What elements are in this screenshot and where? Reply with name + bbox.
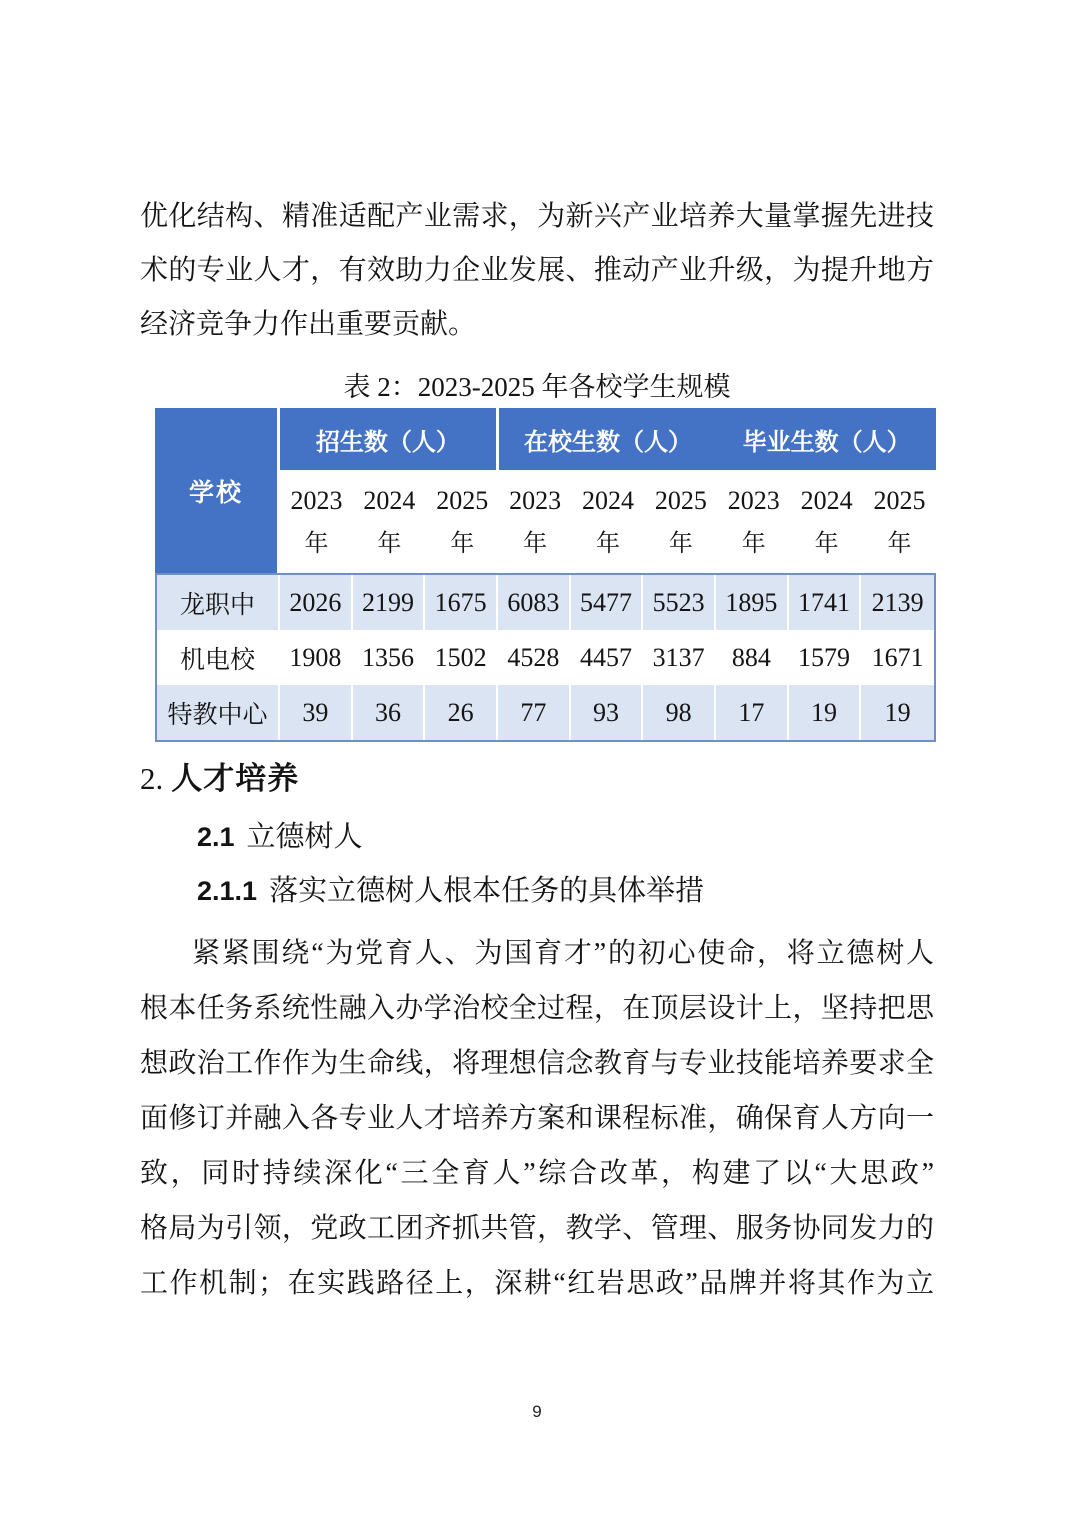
year-header-cell [863,470,936,573]
value-cell: 884 [716,630,789,685]
year-label: 2023 [509,485,562,515]
body-line: 紧紧围绕“为党育人、为国育才”的初心使命，将立德树人 [192,938,934,969]
page-number: 9 [532,1402,542,1421]
value-cell: 2026 [280,575,353,630]
school-name-cell: 机电校 [157,630,280,685]
group-header-enrollment: 招生数（人） [280,408,499,470]
year-suffix-label: 年 [377,530,402,557]
value-cell: 5523 [643,575,716,630]
value-cell: 19 [789,685,862,740]
year-header-cell [499,470,572,573]
year-label: 2023 [727,485,780,515]
year-label: 2023 [290,485,343,515]
section-heading-2 [197,810,934,864]
value-cell: 36 [353,685,426,740]
year-label: 2025 [873,485,926,515]
heading-number: 2.1 [197,822,235,852]
body-line: 想政治工作作为生命线，将理想信念教育与专业技能培养要求全 [140,1048,934,1079]
year-suffix-label: 年 [887,530,912,557]
year-header-cell [280,470,353,573]
body-paragraph [140,926,934,1311]
group-header-graduates: 毕业生数（人） [742,428,911,456]
year-header-cell [717,470,790,573]
intro-paragraph [140,190,934,352]
intro-line: 术的专业人才，有效助力企业发展、推动产业升级，为提升地方 [140,255,934,286]
value-cell: 26 [425,685,498,740]
body-line: 工作机制；在实践路径上，深耕“红岩思政”品牌并将其作为立 [140,1268,934,1299]
heading-text: 落实立德树人根本任务的具体举措 [269,875,705,907]
year-suffix-label: 年 [814,530,839,557]
year-label: 2025 [654,485,707,515]
year-label: 2024 [363,485,416,515]
value-cell: 2199 [353,575,426,630]
year-suffix-label: 年 [595,530,620,557]
body-line: 面修订并融入各专业人才培养方案和课程标准，确保育人方向一 [140,1103,934,1134]
year-suffix-label: 年 [523,530,548,557]
section-heading-3 [197,864,934,918]
value-cell: 1675 [425,575,498,630]
section-heading-1 [140,756,934,802]
student-scale-table [155,408,936,742]
value-cell: 17 [716,685,789,740]
intro-line: 优化结构、精准适配产业需求，为新兴产业培养大量掌握先进技 [140,201,934,232]
year-label: 2024 [581,485,634,515]
value-cell: 6083 [498,575,571,630]
year-label: 2024 [800,485,853,515]
year-header-cell [353,470,426,573]
value-cell: 1671 [871,642,924,672]
value-cell: 77 [498,685,571,740]
table-body [155,573,936,742]
body-line: 根本任务系统性融入办学治校全过程，在顶层设计上，坚持把思 [140,993,934,1024]
value-cell: 39 [280,685,353,740]
year-suffix-label: 年 [741,530,766,557]
body-line: 致，同时持续深化“三全育人”综合改革，构建了以“大思政” [140,1158,934,1189]
body-line: 格局为引领，党政工团齐抓共管，教学、管理、服务协同发力的 [140,1213,934,1244]
year-header-cell [572,470,645,573]
heading-text: 人才培养 [171,761,300,796]
value-cell: 1579 [789,630,862,685]
value-cell: 4528 [498,630,571,685]
value-cell: 1741 [789,575,862,630]
year-suffix-label: 年 [304,530,329,557]
school-name-cell: 龙职中 [157,575,280,630]
value-cell: 2139 [861,575,934,630]
year-header-cell [426,470,499,573]
value-cell: 93 [571,685,644,740]
heading-number: 2.1.1 [197,876,258,906]
page-content [140,0,934,1311]
year-suffix-label: 年 [668,530,693,557]
value-cell: 4457 [571,630,644,685]
value-cell: 1895 [716,575,789,630]
value-cell: 98 [643,685,716,740]
value-cell: 1502 [425,630,498,685]
group-header-current: 在校生数（人） [523,428,692,456]
table-header [155,408,936,573]
heading-number: 2. [140,761,164,796]
value-cell: 1908 [280,630,353,685]
year-header-cell [790,470,863,573]
year-label: 2025 [436,485,489,515]
heading-text: 立德树人 [246,821,363,853]
value-cell: 5477 [571,575,644,630]
value-cell: 19 [861,685,934,740]
group-header-right [499,408,936,470]
corner-header-cell: 学校 [155,408,280,573]
value-cell: 3137 [643,630,716,685]
table-title: 表 2：2023-2025 年各校学生规模 [343,372,731,402]
intro-line: 经济竞争力作出重要贡献。 [140,309,477,340]
school-name-cell: 特教中心 [157,685,280,740]
value-cell: 1356 [353,630,426,685]
year-suffix-label: 年 [450,530,475,557]
year-header-cell [644,470,717,573]
